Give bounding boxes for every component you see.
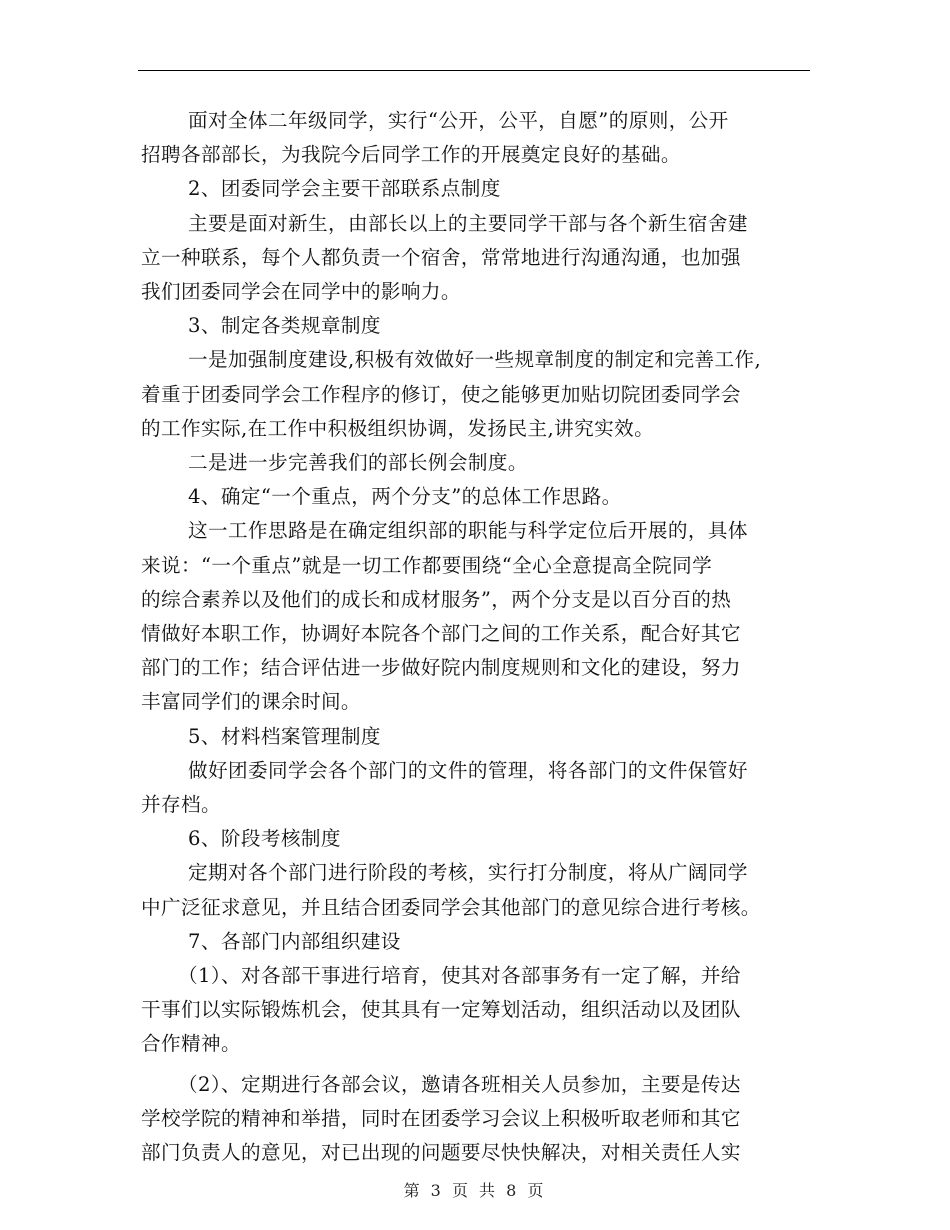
text-line: 立一种联系，每个人都负责一个宿舍，常常地进行沟通沟通，也加强 <box>141 245 741 269</box>
text-line: 主要是面对新生，由部长以上的主要同学干部与各个新生宿舍建 <box>188 211 748 235</box>
text-line: 丰富同学们的课余时间。 <box>141 690 361 714</box>
text-line: 这一工作思路是在确定组织部的职能与科学定位后开展的，具体 <box>188 519 748 543</box>
text-line: 定期对各个部门进行阶段的考核，实行打分制度，将从广阔同学 <box>188 861 748 885</box>
text-line: 5、材料档案管理制度 <box>188 724 381 748</box>
text-line: 一是加强制度建设,积极有效做好一些规章制度的制定和完善工作, <box>188 348 762 372</box>
text-line: 3、制定各类规章制度 <box>188 314 381 338</box>
text-line: 干事们以实际锻炼机会，使其具有一定筹划活动，组织活动以及团队 <box>141 998 741 1022</box>
text-line: 2、团委同学会主要干部联系点制度 <box>188 177 501 201</box>
text-line: （2）、定期进行各部会议，邀请各班相关人员参加，主要是传达 <box>178 1072 741 1096</box>
text-line: 合作精神。 <box>141 1032 241 1056</box>
text-line: 来说：“一个重点”就是一切工作都要围绕“全心全意提高全院同学 <box>141 553 713 577</box>
body-text <box>141 104 813 1170</box>
text-line: 部门的工作；结合评估进一步做好院内制度规则和文化的建设，努力 <box>141 656 741 680</box>
text-line: 7、各部门内部组织建设 <box>188 929 401 953</box>
text-line: 情做好本职工作，协调好本院各个部门之间的工作关系，配合好其它 <box>141 622 741 646</box>
text-line: 的综合素养以及他们的成长和成材服务”，两个分支是以百分百的热 <box>141 587 732 611</box>
header-rule <box>138 70 810 71</box>
text-line: 面对全体二年级同学，实行“公开，公平，自愿”的原则，公开 <box>188 109 729 132</box>
text-line: 部门负责人的意见，对已出现的问题要尽快快解决，对相关责任人实 <box>141 1141 741 1165</box>
page-footer: 第 3 页 共 8 页 <box>403 1181 547 1200</box>
text-line: 招聘各部部长，为我院今后同学工作的开展奠定良好的基础。 <box>141 143 681 167</box>
text-line: 着重于团委同学会工作程序的修订，使之能够更加贴切院团委同学会 <box>141 382 741 406</box>
text-line: 我们团委同学会在同学中的影响力。 <box>141 280 461 304</box>
text-line: 4、确定“一个重点，两个分支”的总体工作思路。 <box>188 485 622 509</box>
text-line: （1）、对各部干事进行培育，使其对各部事务有一定了解，并给 <box>178 964 741 988</box>
text-line: 二是进一步完善我们的部长例会制度。 <box>188 451 528 475</box>
text-line: 做好团委同学会各个部门的文件的管理，将各部门的文件保管好 <box>188 758 748 782</box>
text-line: 6、阶段考核制度 <box>188 827 341 851</box>
text-line: 学校学院的精神和举措，同时在团委学习会议上积极听取老师和其它 <box>141 1106 741 1130</box>
text-line: 中广泛征求意见，并且结合团委同学会其他部门的意见综合进行考核。 <box>141 895 761 919</box>
text-line: 并存档。 <box>141 793 221 817</box>
text-line: 的工作实际,在工作中积极组织协调，发扬民主,讲究实效。 <box>141 416 655 440</box>
